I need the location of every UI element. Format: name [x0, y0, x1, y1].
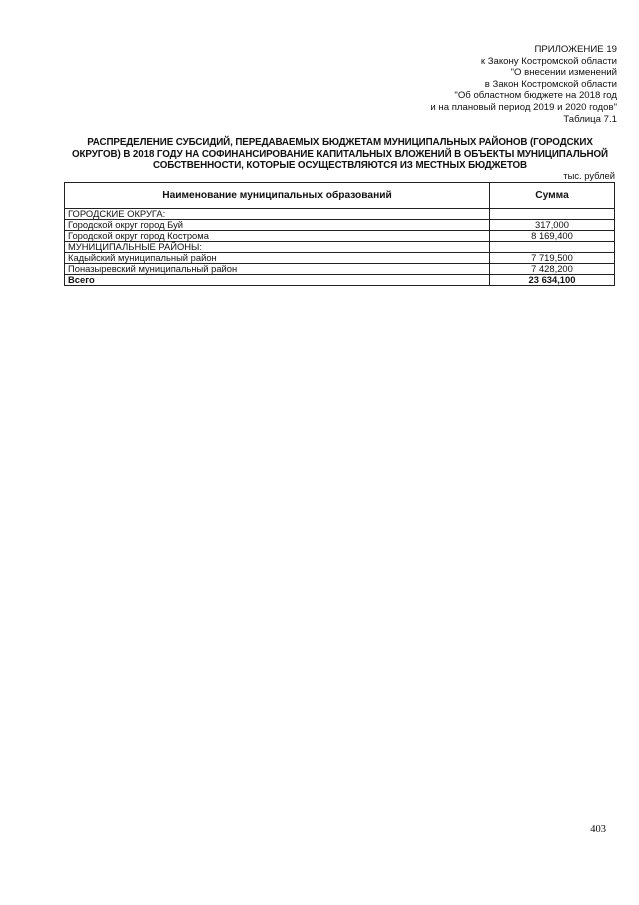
table-row: [65, 220, 615, 231]
total-amount: 23 634,100: [490, 275, 615, 286]
title-line: СОБСТВЕННОСТИ, КОТОРЫЕ ОСУЩЕСТВЛЯЮТСЯ ИЗ МЕСТНЫХ БЮДЖЕТОВ: [153, 160, 527, 172]
row-amount: 7 719,500: [490, 253, 615, 264]
row-name: Городской округ город Буй: [65, 220, 490, 231]
appendix-line: ПРИЛОЖЕНИЕ 19: [534, 44, 617, 55]
row-name: Поназыревский муниципальный район: [65, 264, 490, 275]
units-label: тыс. рублей: [563, 170, 615, 181]
row-amount: 7 428,200: [490, 264, 615, 275]
header-amount: Сумма: [490, 183, 615, 209]
table-row: [65, 242, 615, 253]
row-name: Кадыйский муниципальный район: [65, 253, 490, 264]
title-line: РАСПРЕДЕЛЕНИЕ СУБСИДИЙ, ПЕРЕДАВАЕМЫХ БЮДЖЕТАМ МУНИЦИПАЛЬНЫХ РАЙОНОВ (ГОРОДСКИХ: [87, 137, 593, 148]
table-row: [65, 253, 615, 264]
document-title: [66, 137, 614, 172]
header-name: Наименование муниципальных образований: [65, 183, 490, 209]
row-amount: 317,000: [490, 220, 615, 231]
table-row: [65, 264, 615, 275]
row-name: МУНИЦИПАЛЬНЫЕ РАЙОНЫ:: [65, 242, 490, 253]
appendix-line: "Об областном бюджете на 2018 год: [454, 90, 617, 102]
page-number: 403: [590, 824, 606, 835]
table-row: [65, 231, 615, 242]
row-name: ГОРОДСКИЕ ОКРУГА:: [65, 209, 490, 220]
total-row: [65, 275, 615, 286]
appendix-header: [430, 44, 617, 125]
total-label: Всего: [65, 275, 490, 286]
title-line: ОКРУГОВ) В 2018 ГОДУ НА СОФИНАНСИРОВАНИЕ КАПИТАЛЬНЫХ ВЛОЖЕНИЙ В ОБЪЕКТЫ МУНИЦИПАЛЬНОЙ: [72, 148, 608, 160]
appendix-line: и на плановый период 2019 и 2020 годов": [430, 101, 617, 113]
table-number: Таблица 7.1: [563, 113, 617, 125]
appendix-line: к Закону Костромской области: [480, 55, 617, 67]
table-header-row: [65, 183, 615, 209]
row-amount: 8 169,400: [490, 231, 615, 242]
row-name: Городской округ город Кострома: [65, 231, 490, 242]
table-row: [65, 209, 615, 220]
appendix-line: "О внесении изменений: [510, 67, 617, 79]
appendix-line: в Закон Костромской области: [484, 78, 617, 90]
row-amount: [490, 242, 615, 253]
row-amount: [490, 209, 615, 220]
subsidies-table: [64, 182, 615, 286]
